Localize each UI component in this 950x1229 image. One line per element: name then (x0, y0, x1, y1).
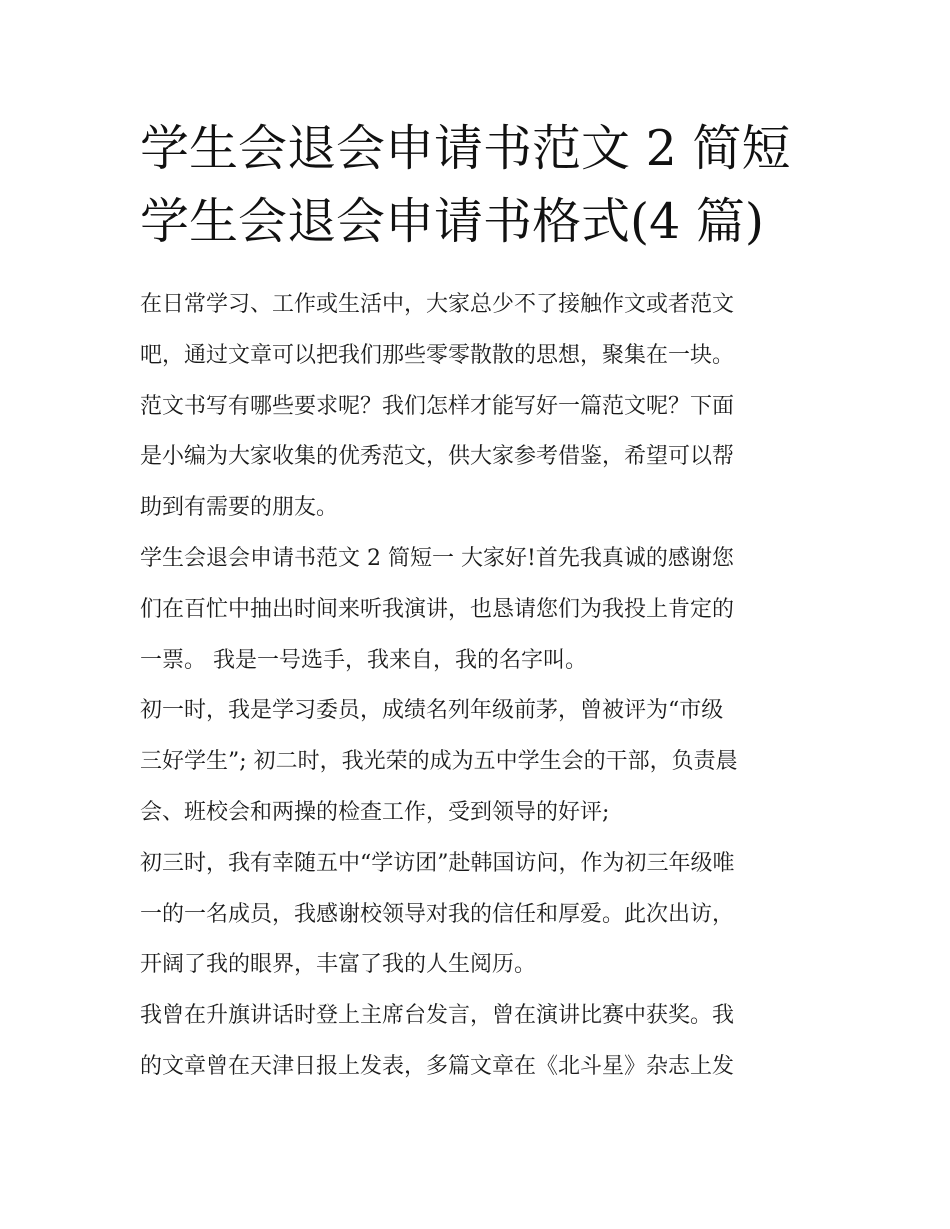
body-line: 的文章曾在天津日报上发表，多篇文章在《北斗星》杂志上发 (140, 1053, 735, 1079)
title-line-2: 学生会退会申请书格式(4 篇) (140, 193, 764, 250)
body-line: 吧，通过文章可以把我们那些零零散散的思想，聚集在一块。 (140, 342, 735, 368)
body-line: 一的一名成员，我感谢校领导对我的信任和厚爱。此次出访， (140, 901, 735, 927)
document-title (140, 112, 820, 258)
title-line-1: 学生会退会申请书范文 2 简短 (140, 120, 791, 177)
body-line: 初一时，我是学习委员，成绩名列年级前茅，曾被评为“市级 (140, 698, 724, 724)
body-line: 初三时，我有幸随五中“学访团”赴韩国访问，作为初三年级唯 (140, 850, 735, 876)
body-line: 我曾在升旗讲话时登上主席台发言，曾在演讲比赛中获奖。我 (140, 1003, 735, 1029)
body-line: 会、班校会和两操的检查工作，受到领导的好评; (140, 799, 610, 825)
body-line: 是小编为大家收集的优秀范文，供大家参考借鉴，希望可以帮 (140, 444, 735, 470)
body-line: 开阔了我的眼界，丰富了我的人生阅历。 (140, 952, 537, 978)
document-body (140, 280, 820, 1093)
body-line: 们在百忙中抽出时间来听我演讲，也恳请您们为我投上肯定的 (140, 596, 735, 622)
body-line: 助到有需要的朋友。 (140, 495, 339, 521)
body-line: 学生会退会申请书范文 2 简短一 大家好!首先我真诚的感谢您 (140, 545, 734, 571)
body-line: 在日常学习、工作或生活中，大家总少不了接触作文或者范文 (140, 292, 735, 317)
body-line: 三好学生”; 初二时，我光荣的成为五中学生会的干部，负责晨 (140, 749, 738, 775)
body-line: 一票。 我是一号选手，我来自，我的名字叫。 (140, 647, 587, 673)
body-line: 范文书写有哪些要求呢？我们怎样才能写好一篇范文呢？下面 (140, 393, 735, 419)
